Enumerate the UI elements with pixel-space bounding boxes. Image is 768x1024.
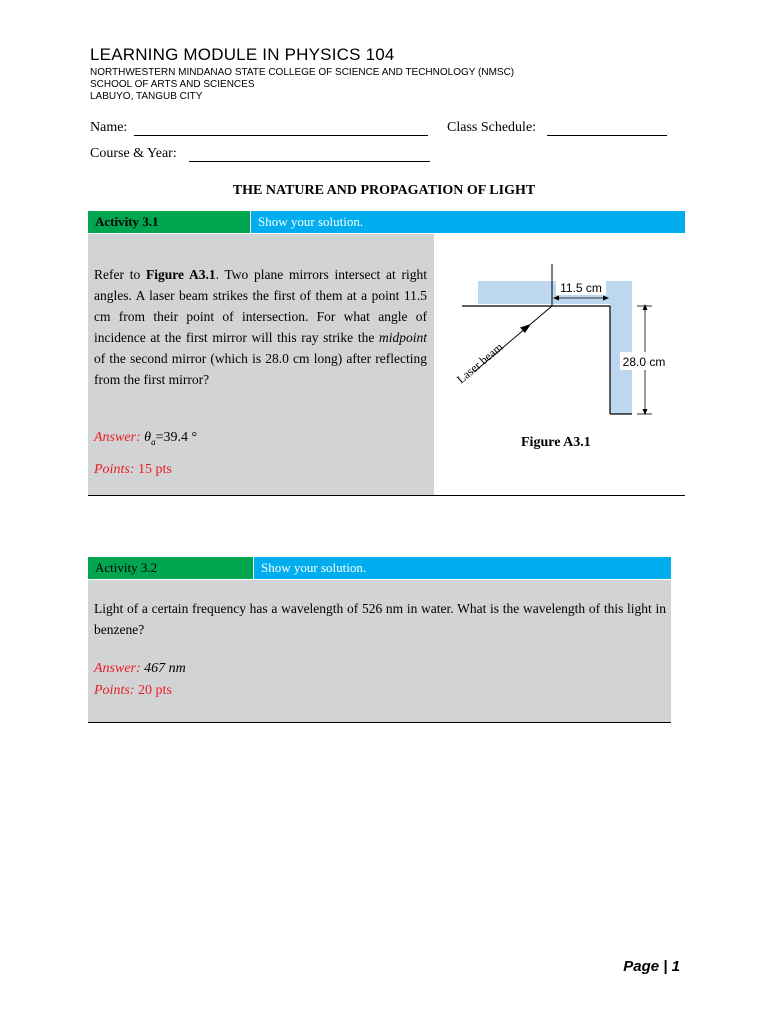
label-28-0-cm: 28.0 cm <box>622 355 666 369</box>
institution-name: NORTHWESTERN MINDANAO STATE COLLEGE OF SCIENCE AND TECHNOLOGY (NMSC) <box>90 67 515 78</box>
name-field[interactable] <box>134 135 428 136</box>
activity-3-2-problem: Light of a certain frequency has a wavelength of 526 nm in water. What is the wavelength of this light in benzene? <box>94 601 666 637</box>
page-number: Page | 1 <box>623 958 680 975</box>
activity-3-2-divider <box>88 722 671 723</box>
class-schedule-label: Class Schedule: <box>447 120 537 135</box>
module-title: LEARNING MODULE IN PHYSICS 104 <box>90 45 395 64</box>
answer-value: 467 nm <box>144 661 186 676</box>
answer-label: Answer: <box>94 661 141 676</box>
activity-3-2-points <box>94 683 172 699</box>
activity-3-1-points <box>94 462 172 478</box>
problem-text-1: Refer to <box>94 267 146 282</box>
class-schedule-field[interactable] <box>547 135 667 136</box>
label-11-5-cm: 11.5 cm <box>560 281 602 295</box>
answer-value: =39.4 ° <box>155 430 198 445</box>
activity-3-1-divider <box>88 495 685 496</box>
activity-3-2-instruction: Show your solution. <box>254 557 671 579</box>
arrowhead-up <box>643 304 648 310</box>
section-title: THE NATURE AND PROPAGATION OF LIGHT <box>232 183 536 198</box>
answer-label: Answer: <box>94 430 141 445</box>
activity-3-1-label: Activity 3.1 <box>88 211 250 233</box>
figure-a3-1-diagram <box>434 234 685 434</box>
figure-reference: Figure A3.1 <box>145 267 216 282</box>
problem-text-3: of the second mirror (which is 28.0 cm long) after reflecting from the first mirror? <box>94 351 427 387</box>
problem-text-2: . Two plane mirrors intersect at right angles. A laser beam strikes the first of them at a point 11.5 cm from their point of intersection. For what angle of incidence at the first mirror will this ray strike the <box>94 267 427 345</box>
points-label: Points: <box>94 462 135 477</box>
course-year-field[interactable] <box>189 161 430 162</box>
figure-caption: Figure A3.1 <box>521 435 591 450</box>
school-name: SCHOOL OF ARTS AND SCIENCES <box>90 79 255 90</box>
activity-3-1-answer <box>94 430 197 447</box>
course-year-label: Course & Year: <box>90 146 177 161</box>
problem-emphasis: midpoint <box>378 330 427 345</box>
activity-3-1-problem <box>94 264 427 390</box>
points-value: 15 pts <box>137 462 172 477</box>
activity-3-2-answer <box>94 661 186 677</box>
name-label: Name: <box>90 120 128 135</box>
activity-3-1-instruction: Show your solution. <box>251 211 685 233</box>
answer-symbol: θ <box>144 430 152 445</box>
points-value: 20 pts <box>137 683 172 698</box>
points-label: Points: <box>94 683 135 698</box>
school-address: LABUYO, TANGUB CITY <box>90 91 203 102</box>
horizontal-mirror <box>478 281 632 304</box>
label-laser-beam: Laser beam <box>453 339 506 387</box>
answer-subscript: a <box>151 436 156 447</box>
activity-3-2-label: Activity 3.2 <box>88 557 253 579</box>
